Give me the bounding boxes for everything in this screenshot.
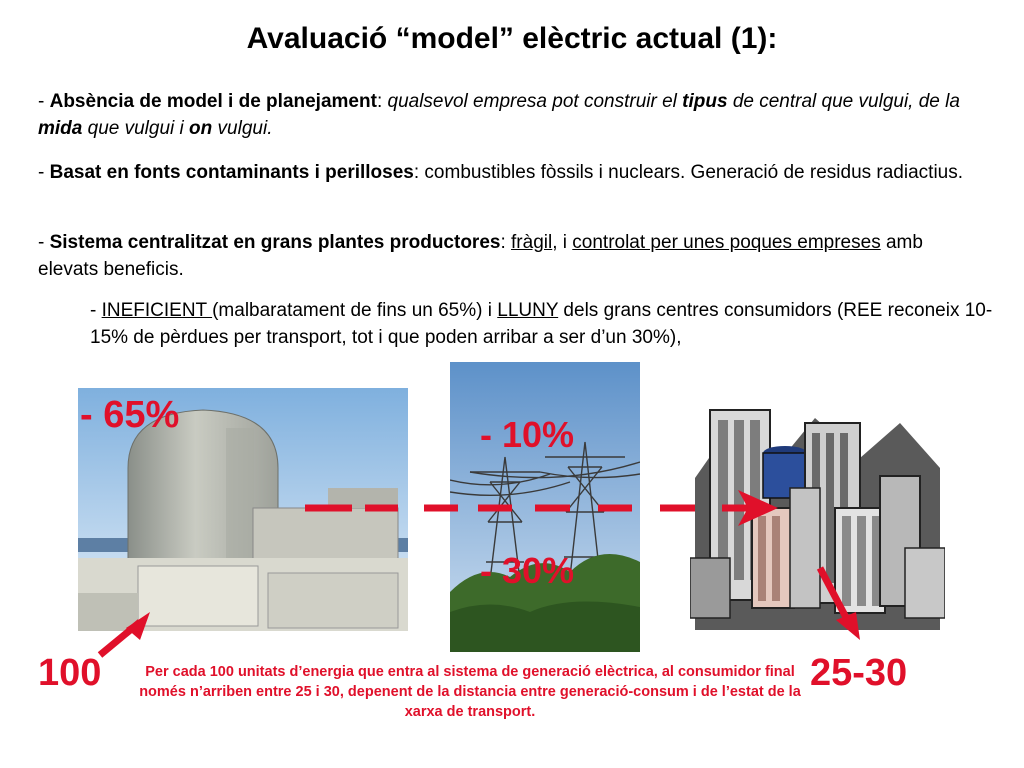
arrowhead-icon <box>126 612 150 640</box>
page-title: Avaluació “model” elèctric actual (1): <box>246 22 778 55</box>
loss-10-label: - 10% <box>480 414 575 455</box>
bullet-no-model: - Absència de model i de planejament: qualsevol empresa pot construir el tipus de central que vulgui, de la mida que vulgui i on vulgui. <box>38 91 960 139</box>
arrowhead-icon <box>836 612 860 640</box>
loss-65-label: - 65% <box>80 394 180 436</box>
start-value-label: 100 <box>38 652 102 694</box>
bullet-centralized-system: - Sistema centralitzat en grans plantes productores: fràgil, i controlat per unes poques empreses amb elevats beneficis. <box>38 232 923 280</box>
bullet-inefficient: - INEFICIENT (malbaratament de fins un 65%) i LLUNY dels grans centres consumidors (REE reconeix 10-15% de pèrdues per transport, tot i que poden arribar a ser d’un 30%), <box>90 300 993 348</box>
energy-caption: Per cada 100 unitats d’energia que entra al sistema de generació elèctrica, al consumidor final només n’arriben entre 25 i 30, depenent de la distancia entre generació-consum i de l’estat de la xarxa de transport. <box>139 664 801 720</box>
loss-30-label: - 30% <box>480 550 575 591</box>
bullet-polluting-sources: - Basat en fonts contaminants i perilloses: combustibles fòssils i nuclears. Generació de residus radiactius. <box>38 162 964 183</box>
end-value-label: 25-30 <box>810 652 908 694</box>
